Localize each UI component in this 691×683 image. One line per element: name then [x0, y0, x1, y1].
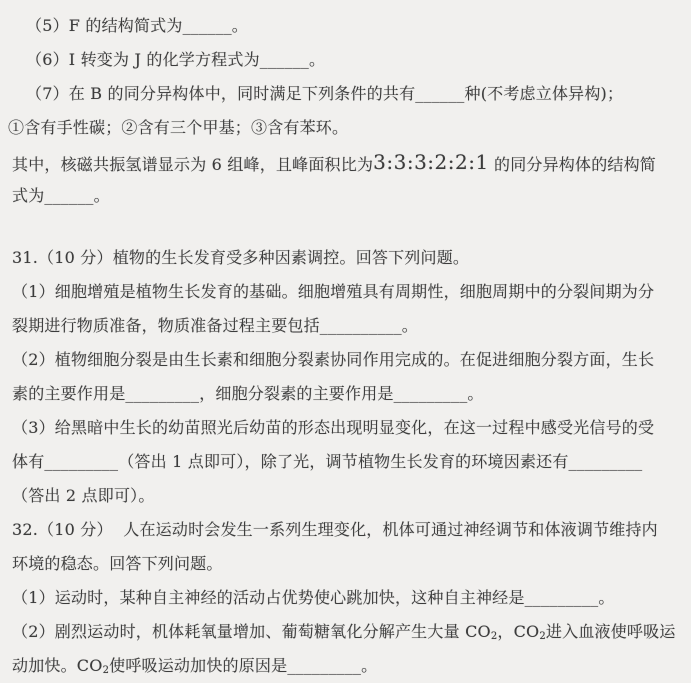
- text-segment: 31.（10 分）植物的生长发育受多种因素调控。回答下列问题。: [12, 248, 470, 267]
- line-q31-2b: [0, 377, 691, 411]
- line-q31-2a: [0, 343, 691, 377]
- text-segment: 的同分异构体的结构简: [488, 155, 656, 174]
- text-segment: 裂期进行物质准备，物质准备过程主要包括__________。: [12, 316, 419, 335]
- line-q30-7-nmr-cont: [0, 179, 691, 213]
- document-body: [0, 9, 691, 683]
- text-segment: ①含有手性碳；②含有三个甲基；③含有苯环。: [8, 118, 349, 137]
- text-segment: 进入血液使呼吸运: [545, 622, 676, 641]
- text-segment: 体有_________（答出 1 点即可），除了光，调节植物生长发育的环境因素还有_________: [12, 452, 643, 471]
- line-q30-7-nmr: [0, 145, 691, 179]
- line-q32-2b: [0, 649, 691, 683]
- line-q32-1: [0, 581, 691, 615]
- text-segment: （答出 2 点即可）。: [12, 486, 155, 505]
- text-segment: 动加快。CO: [12, 656, 103, 675]
- text-segment: 使呼吸运动加快的原因是_________。: [109, 656, 378, 675]
- text-segment: （1）细胞增殖是植物生长发育的基础。细胞增殖具有周期性，细胞周期中的分裂间期为分: [12, 282, 655, 301]
- line-q31-3c: [0, 479, 691, 513]
- line-q30-5: [0, 9, 691, 43]
- line-q31-header: [0, 241, 691, 275]
- line-q31-3a: [0, 411, 691, 445]
- text-segment: （2）植物细胞分裂是由生长素和细胞分裂素协同作用完成的。在促进细胞分裂方面，生长: [12, 350, 655, 369]
- co2-subscript: 2: [102, 665, 110, 676]
- text-segment: 其中，核磁共振氢谱显示为 6 组峰，且峰面积比为: [12, 155, 374, 174]
- line-q30-6: [0, 43, 691, 77]
- text-segment: （6）I 转变为 J 的化学方程式为______。: [26, 50, 326, 69]
- co2-subscript: 2: [539, 631, 546, 642]
- line-q32-2a: [0, 615, 691, 649]
- text-segment: ，CO: [497, 622, 540, 641]
- text-segment: （7）在 B 的同分异构体中，同时满足下列条件的共有______种(不考虑立体异构)；: [26, 84, 624, 103]
- text-segment: （1）运动时，某种自主神经的活动占优势使心跳加快，这种自主神经是_________。: [12, 588, 615, 607]
- text-segment: （2）剧烈运动时，机体耗氧量增加、葡萄糖氧化分解产生大量 CO: [12, 622, 491, 641]
- text-segment: 环境的稳态。回答下列问题。: [12, 554, 223, 573]
- text-segment: （5）F 的结构简式为______。: [26, 16, 248, 35]
- peak-area-ratio-text: 3:3:3:2:2:1: [373, 150, 489, 174]
- line-q32-header-b: [0, 547, 691, 581]
- text-segment: 32.（10 分） 人在运动时会发生一系列生理变化，机体可通过神经调节和体液调节维持内: [12, 520, 658, 539]
- line-q31-1b: [0, 309, 691, 343]
- line-q30-7: [0, 77, 691, 111]
- text-segment: （3）给黑暗中生长的幼苗照光后幼苗的形态出现明显变化，在这一过程中感受光信号的受: [12, 418, 655, 437]
- line-q30-7-conditions: [0, 111, 691, 145]
- text-segment: 素的主要作用是_________，细胞分裂素的主要作用是_________。: [12, 384, 484, 403]
- text-segment: 式为______。: [12, 186, 110, 205]
- line-q31-1a: [0, 275, 691, 309]
- line-q32-header-a: [0, 513, 691, 547]
- co2-subscript: 2: [490, 631, 498, 642]
- line-q31-3b: [0, 445, 691, 479]
